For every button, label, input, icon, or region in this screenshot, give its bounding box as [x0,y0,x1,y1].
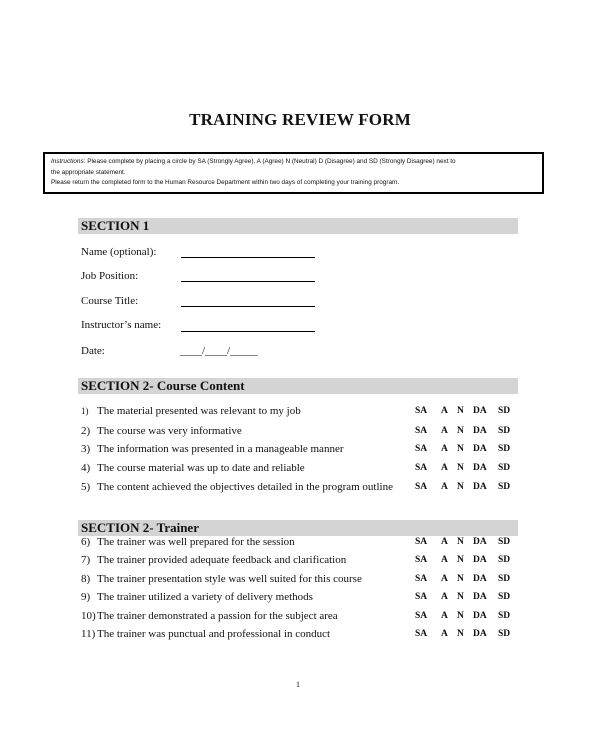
job-position-field[interactable] [181,281,315,282]
course-title-label: Course Title: [81,295,139,307]
item-number: 7) [81,554,91,566]
rating-a[interactable]: A [441,482,448,492]
rating-n[interactable]: N [457,592,464,602]
rating-n[interactable]: N [457,482,464,492]
item-number: 3) [81,443,91,455]
rating-a[interactable]: A [441,592,448,602]
list-item [81,481,521,495]
item-number: 2) [81,425,91,437]
rating-n[interactable]: N [457,444,464,454]
item-text: The trainer utilized a variety of delivery methods [97,591,313,603]
item-text: The trainer presentation style was well suited for this course [97,573,362,585]
rating-da[interactable]: DA [473,444,487,454]
list-item [81,610,521,624]
instructions-text-1: : Please complete by placing a circle by SA (Strongly Agree), A (Agree) N (Neutral) D (Disagree) and SD (Strongly Disagree) next to [83,158,456,165]
item-text: The material presented was relevant to my job [97,405,301,417]
rating-da[interactable]: DA [473,426,487,436]
item-text: The course was very informative [97,425,242,437]
rating-sd[interactable]: SD [498,482,511,492]
rating-a[interactable]: A [441,574,448,584]
instructions-box [43,152,544,194]
item-number: 9) [81,591,91,603]
rating-n[interactable]: N [457,406,464,416]
rating-da[interactable]: DA [473,406,487,416]
date-label: Date: [81,345,105,357]
rating-n[interactable]: N [457,537,464,547]
rating-n[interactable]: N [457,555,464,565]
rating-n[interactable]: N [457,629,464,639]
rating-a[interactable]: A [441,426,448,436]
item-text: The information was presented in a manageable manner [97,443,344,455]
list-item [81,405,521,419]
instructions-label: Instructions [51,158,84,165]
name-label: Name (optional): [81,246,157,258]
rating-da[interactable]: DA [473,611,487,621]
item-text: The trainer was punctual and professional in conduct [97,628,331,640]
rating-n[interactable]: N [457,611,464,621]
rating-sd[interactable]: SD [498,555,511,565]
section-1-title: SECTION 1 [81,218,150,233]
instructions-text-3: Please return the completed form to the Human Resource Department within two days of completing your training program. [51,179,400,186]
rating-sa[interactable]: SA [415,592,428,602]
rating-sd[interactable]: SD [498,537,511,547]
rating-sd[interactable]: SD [498,406,511,416]
item-number: 11) [81,628,96,640]
rating-da[interactable]: DA [473,629,487,639]
item-number: 5) [81,481,91,493]
section-3-title: SECTION 2- Trainer [81,520,199,535]
rating-sa[interactable]: SA [415,555,428,565]
page-number: 1 [296,680,300,689]
instructions-line-1 [51,157,536,168]
rating-sa[interactable]: SA [415,444,428,454]
list-item [81,425,521,439]
section-2-title: SECTION 2- Course Content [81,378,245,393]
rating-sd[interactable]: SD [498,629,511,639]
rating-sd[interactable]: SD [498,463,511,473]
instructions-text-2: the appropriate statement. [51,168,126,176]
rating-da[interactable]: DA [473,482,487,492]
item-number: 1) [81,406,89,416]
rating-da[interactable]: DA [473,555,487,565]
rating-sa[interactable]: SA [415,611,428,621]
rating-sd[interactable]: SD [498,444,511,454]
rating-sd[interactable]: SD [498,611,511,621]
rating-da[interactable]: DA [473,574,487,584]
item-text: The trainer provided adequate feedback and clarification [97,554,347,566]
list-item [81,573,521,587]
rating-sa[interactable]: SA [415,406,428,416]
instructor-name-label: Instructor’s name: [81,319,162,331]
item-text: The course material was up to date and reliable [97,462,305,474]
item-text: The trainer was well prepared for the session [97,536,295,548]
item-number: 10) [81,610,96,622]
rating-n[interactable]: N [457,574,464,584]
rating-a[interactable]: A [441,629,448,639]
rating-a[interactable]: A [441,537,448,547]
rating-sa[interactable]: SA [415,482,428,492]
rating-n[interactable]: N [457,463,464,473]
date-field[interactable]: ____/____/_____ [180,345,258,357]
rating-a[interactable]: A [441,611,448,621]
job-position-label: Job Position: [81,270,139,282]
rating-sa[interactable]: SA [415,463,428,473]
rating-sd[interactable]: SD [498,574,511,584]
rating-sa[interactable]: SA [415,629,428,639]
item-number: 4) [81,462,91,474]
list-item [81,591,521,605]
form-title: TRAINING REVIEW FORM [189,110,411,129]
rating-sa[interactable]: SA [415,537,428,547]
item-number: 6) [81,536,91,548]
rating-sd[interactable]: SD [498,592,511,602]
instructor-name-field[interactable] [181,331,315,332]
rating-a[interactable]: A [441,444,448,454]
rating-n[interactable]: N [457,426,464,436]
list-item [81,462,521,476]
rating-da[interactable]: DA [473,537,487,547]
item-text: The trainer demonstrated a passion for the subject area [97,610,338,622]
list-item [81,536,521,550]
rating-a[interactable]: A [441,406,448,416]
list-item [81,628,521,642]
rating-sd[interactable]: SD [498,426,511,436]
item-number: 8) [81,573,91,585]
name-field[interactable] [181,257,315,258]
rating-a[interactable]: A [441,555,448,565]
rating-sa[interactable]: SA [415,574,428,584]
item-text: The content achieved the objectives detailed in the program outline [97,481,393,493]
course-title-field[interactable] [181,306,315,307]
rating-da[interactable]: DA [473,592,487,602]
rating-a[interactable]: A [441,463,448,473]
list-item [81,554,521,568]
rating-sa[interactable]: SA [415,426,428,436]
rating-da[interactable]: DA [473,463,487,473]
list-item [81,443,521,457]
